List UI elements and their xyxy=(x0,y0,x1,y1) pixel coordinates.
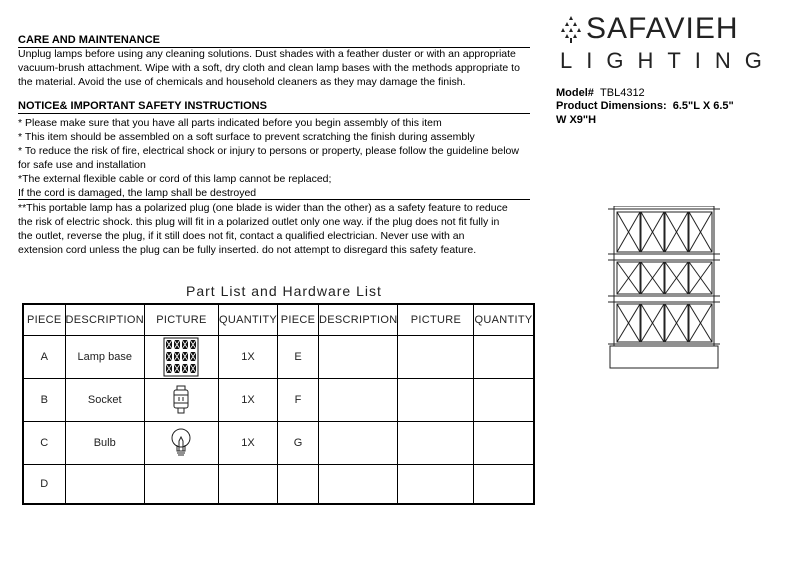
safety-line: * This item should be assembled on a soft surface to prevent scratching the finish during assembly xyxy=(18,131,475,143)
quantity-cell xyxy=(218,465,277,505)
care-heading: CARE AND MAINTENANCE xyxy=(18,34,530,48)
table-row xyxy=(23,336,534,379)
dims-line-2 xyxy=(556,114,596,126)
parts-table xyxy=(22,303,535,505)
quantity-cell-2 xyxy=(474,465,534,505)
safety-line: for safe use and installation xyxy=(18,159,146,171)
chandelier-logo-icon xyxy=(558,14,584,44)
picture-cell-2 xyxy=(398,379,474,422)
model-label: Model# xyxy=(556,87,594,99)
brand-sub: LIGHTING xyxy=(560,48,776,73)
header-quantity-2: QUANTITY xyxy=(474,304,534,336)
divider xyxy=(18,199,530,200)
safety-line: *The external flexible cable or cord of this lamp cannot be replaced; xyxy=(18,173,332,185)
header-picture: PICTURE xyxy=(144,304,218,336)
care-text xyxy=(18,47,532,89)
quantity-cell: 1X xyxy=(218,379,277,422)
safety-line: * Please make sure that you have all parts indicated before you begin assembly of this item xyxy=(18,117,442,129)
care-line: Unplug lamps before using any cleaning solutions. Dust shades with a feather duster or with an appropriate xyxy=(18,48,516,60)
dims-value-2: W X9"H xyxy=(556,114,597,126)
lamp-drawing-icon xyxy=(608,206,720,370)
safety-heading: NOTICE& IMPORTANT SAFETY INSTRUCTIONS xyxy=(18,100,530,114)
table-row xyxy=(23,422,534,465)
description-cell-2 xyxy=(319,465,398,505)
description-cell-2 xyxy=(319,336,398,379)
safety-text xyxy=(18,116,532,200)
dims-value: 6.5"L X 6.5" xyxy=(672,100,734,112)
plug-line: the risk of electric shock. this plug will fit in a polarized outlet only one way. if the plug does not fit fully in xyxy=(18,216,500,228)
safety-line: * To reduce the risk of fire, electrical shock or injury to persons or property, please follow the guideline below xyxy=(18,145,519,157)
socket-icon xyxy=(171,385,191,415)
quantity-cell: 1X xyxy=(218,422,277,465)
dims-line xyxy=(556,100,734,112)
piece-cell-2: E xyxy=(278,336,319,379)
description-cell-2 xyxy=(319,379,398,422)
piece-cell: B xyxy=(23,379,65,422)
header-picture-2: PICTURE xyxy=(398,304,474,336)
picture-cell-2 xyxy=(398,465,474,505)
plug-line: the outlet, reverse the plug, if it still does not fit, contact a qualified electrician. Never use with an xyxy=(18,230,465,242)
description-cell: Socket xyxy=(65,379,144,422)
quantity-cell-2 xyxy=(474,422,534,465)
plug-text xyxy=(18,201,532,257)
header-piece-2: PIECE xyxy=(278,304,319,336)
picture-cell-2 xyxy=(398,422,474,465)
safety-line: If the cord is damaged, the lamp shall be destroyed xyxy=(18,187,257,199)
dims-label: Product Dimensions: xyxy=(556,100,667,112)
brand-logo xyxy=(558,12,776,73)
picture-cell xyxy=(144,422,218,465)
bulb-icon xyxy=(170,427,192,459)
care-line: vacuum-brush attachment. Wipe with a soft, dry cloth and clean lamp bases with the methods appropriate to xyxy=(18,62,520,74)
piece-cell: D xyxy=(23,465,65,505)
table-header-row xyxy=(23,304,534,336)
care-line: the material. Avoid the use of chemicals and household cleaners as they may damage the finish. xyxy=(18,76,466,88)
picture-cell xyxy=(144,379,218,422)
model-value: TBL4312 xyxy=(600,87,645,99)
plug-line: extension cord unless the plug can be fully inserted. do not attempt to disregard this safety feature. xyxy=(18,244,477,256)
picture-cell-2 xyxy=(398,336,474,379)
piece-cell: C xyxy=(23,422,65,465)
header-description: DESCRIPTION xyxy=(65,304,144,336)
plug-line: **This portable lamp has a polarized plug (one blade is wider than the other) as a safety feature to reduce xyxy=(18,202,508,214)
model-line xyxy=(556,87,645,99)
description-cell xyxy=(65,465,144,505)
picture-cell xyxy=(144,465,218,505)
table-row xyxy=(23,379,534,422)
piece-cell-2: F xyxy=(278,379,319,422)
header-description-2: DESCRIPTION xyxy=(319,304,398,336)
description-cell: Bulb xyxy=(65,422,144,465)
brand-name: SAFAVIEH xyxy=(586,12,739,45)
description-cell-2 xyxy=(319,422,398,465)
quantity-cell: 1X xyxy=(218,336,277,379)
header-piece: PIECE xyxy=(23,304,65,336)
piece-cell-2: G xyxy=(278,422,319,465)
quantity-cell-2 xyxy=(474,336,534,379)
parts-table-title: Part List and Hardware List xyxy=(186,283,382,299)
lamp-base-icon xyxy=(163,337,199,377)
piece-cell-2 xyxy=(278,465,319,505)
header-quantity: QUANTITY xyxy=(218,304,277,336)
description-cell: Lamp base xyxy=(65,336,144,379)
table-row xyxy=(23,465,534,505)
piece-cell: A xyxy=(23,336,65,379)
quantity-cell-2 xyxy=(474,379,534,422)
picture-cell xyxy=(144,336,218,379)
